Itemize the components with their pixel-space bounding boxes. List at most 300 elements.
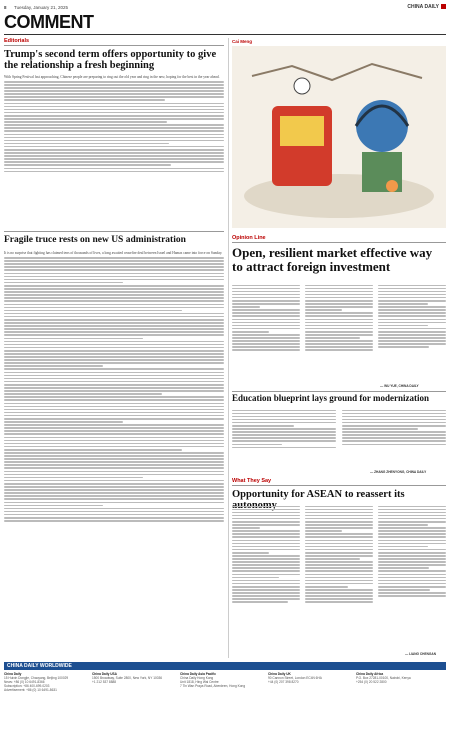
footer-column-title: China Daily UK (268, 672, 291, 676)
text-line (4, 276, 224, 278)
footer-column (4, 673, 88, 693)
text-line (4, 508, 224, 510)
text-line (4, 467, 224, 469)
text-line (305, 552, 373, 554)
text-line (305, 601, 373, 603)
text-line (232, 512, 300, 514)
text-line (4, 152, 224, 154)
text-line (232, 592, 300, 594)
text-line (305, 291, 373, 293)
text-line (4, 412, 224, 414)
text-line (232, 328, 300, 330)
footer-column (268, 673, 352, 685)
text-line (4, 381, 224, 383)
text-line (4, 96, 224, 98)
text-line (232, 346, 300, 348)
footer-column-line: P.O. Box 27281-00100, Nairobi, Kenya (356, 675, 411, 680)
text-line (232, 595, 300, 597)
text-line (4, 316, 224, 318)
text-line (378, 331, 446, 333)
text-line (378, 509, 446, 511)
text-line (378, 319, 446, 321)
text-line (232, 303, 300, 305)
text-line (232, 425, 294, 427)
editorials-label: Editorials (4, 38, 30, 44)
text-line (232, 530, 300, 532)
text-line (232, 416, 336, 418)
text-line (305, 592, 373, 594)
text-line (4, 368, 224, 370)
text-line (378, 536, 446, 538)
text-line (232, 583, 300, 585)
opinion-line-label: Opinion Line (232, 235, 266, 241)
text-line (232, 434, 336, 436)
text-line (378, 533, 446, 535)
asean-signature: — LIANG CHENGAN (405, 652, 436, 656)
footer-column-line: 15 Huixin Dongjie, Chaoyang, Beijing 100029 (4, 675, 69, 680)
text-line (4, 288, 224, 290)
text-line (378, 524, 428, 526)
text-line (4, 365, 103, 367)
text-line (4, 489, 224, 491)
text-line (378, 285, 446, 287)
text-line (305, 319, 373, 321)
footer-column-title: China Daily USA (92, 672, 117, 676)
text-line (232, 543, 300, 545)
education-col-2 (342, 408, 446, 470)
text-line (305, 555, 373, 557)
footer-column-line: +254 (0) 20 522 2800 (356, 679, 387, 684)
text-line (4, 263, 224, 265)
text-line (232, 540, 300, 542)
text-line (305, 533, 373, 535)
footer-column-title: China Daily (4, 672, 22, 676)
text-line (4, 143, 169, 145)
text-line (4, 359, 224, 361)
text-line (378, 583, 446, 585)
text-line (4, 350, 224, 352)
text-line (305, 306, 373, 308)
text-line (4, 269, 224, 271)
text-line (305, 346, 373, 348)
opinion-signature: — WU YUE, CHINA DAILY (380, 384, 419, 388)
text-line (232, 312, 300, 314)
text-line (305, 337, 360, 339)
text-line (378, 512, 446, 514)
text-line (232, 447, 336, 449)
footer-column-line: +44 (0) 207 398 8270 (268, 679, 299, 684)
text-line (4, 344, 224, 346)
text-line (305, 546, 373, 548)
text-line (4, 449, 182, 451)
text-line (305, 334, 373, 336)
text-line (342, 413, 446, 415)
text-line (232, 521, 300, 523)
text-line (4, 140, 224, 142)
column-divider (228, 38, 229, 658)
text-line (305, 521, 373, 523)
text-line (4, 328, 224, 330)
text-line (4, 384, 224, 386)
text-line (378, 595, 446, 597)
footer-column-line: China Daily Hong Kong (180, 675, 214, 680)
text-line (378, 328, 446, 330)
text-line (232, 518, 300, 520)
footer-column (356, 673, 440, 685)
text-line (4, 124, 224, 126)
text-line (232, 580, 300, 582)
text-line (232, 285, 300, 287)
text-line (378, 549, 446, 551)
text-line (378, 288, 446, 290)
text-line (305, 524, 373, 526)
footer-column-line: 7 Tin Wan Praya Road, Aberdeen, Hong Kong (180, 683, 246, 688)
text-line (232, 570, 300, 572)
text-line (342, 425, 446, 427)
education-headline: Education blueprint lays ground for modernization (232, 393, 429, 403)
text-line (232, 291, 300, 293)
text-line (4, 260, 224, 262)
text-line (305, 288, 373, 290)
text-line (4, 378, 224, 380)
lead-editorial-text-lines (4, 81, 224, 172)
text-line (232, 549, 300, 551)
text-line (378, 540, 446, 542)
logo-square-icon (441, 4, 446, 9)
text-line (232, 294, 300, 296)
footer-column-title: China Daily Africa (356, 672, 384, 676)
text-line (232, 524, 300, 526)
text-line (378, 303, 428, 305)
text-line (378, 294, 446, 296)
text-line (305, 309, 342, 311)
footer-column-line: 1500 Broadway, Suite 2800, New York, NY 10036 (92, 675, 163, 680)
text-line (232, 444, 282, 446)
text-line (232, 515, 300, 517)
text-line (4, 362, 224, 364)
text-line (4, 273, 224, 275)
text-line (4, 440, 224, 442)
what-they-say-rule (232, 485, 446, 486)
text-line (342, 419, 446, 421)
text-line (305, 506, 373, 508)
text-line (378, 334, 446, 336)
masthead-rule (4, 34, 446, 35)
text-line (4, 492, 224, 494)
text-line (232, 577, 279, 579)
footer-column-line: 90 Cannon Street, London EC4N 6HA (268, 675, 322, 680)
opinion-col-3 (378, 283, 446, 388)
education-signature: — ZHANG ZHENYONG, CHINA DAILY (370, 470, 427, 474)
text-line (305, 527, 373, 529)
text-line (378, 312, 446, 314)
text-line (305, 315, 373, 317)
text-line (4, 313, 224, 315)
text-line (342, 431, 446, 433)
text-line (305, 574, 373, 576)
text-line (378, 306, 446, 308)
lead-editorial-headline: Trump's second term offers opportunity to give the relationship a fresh beginning (4, 49, 217, 72)
text-line (305, 595, 373, 597)
second-editorial-body (4, 251, 224, 656)
text-line (232, 558, 300, 560)
text-line (342, 410, 446, 412)
text-line (305, 509, 373, 511)
text-line (232, 598, 300, 600)
text-line (4, 430, 224, 432)
text-line (4, 146, 224, 148)
text-line (232, 506, 300, 508)
asean-col-2 (305, 504, 373, 654)
text-line (4, 464, 224, 466)
text-line (4, 300, 224, 302)
text-line (4, 134, 224, 136)
text-line (4, 164, 171, 166)
text-line (4, 520, 224, 522)
footer-column-line: Subscription: +86 400-699-0203 (4, 683, 50, 688)
text-line (4, 81, 224, 83)
text-line (4, 285, 224, 287)
text-line (4, 341, 224, 343)
text-line (4, 393, 162, 395)
text-line (378, 555, 446, 557)
text-line (305, 303, 373, 305)
text-line (232, 536, 300, 538)
text-line (232, 413, 336, 415)
text-line (305, 300, 373, 302)
text-line (305, 331, 373, 333)
text-line (305, 558, 360, 560)
text-line (232, 552, 269, 554)
text-line (378, 561, 446, 563)
text-line (232, 422, 336, 424)
text-line (232, 574, 300, 576)
text-line (4, 282, 123, 284)
text-line (378, 564, 446, 566)
text-line (305, 561, 373, 563)
opinion-col-1 (232, 283, 300, 388)
text-line (378, 592, 446, 594)
text-line (232, 297, 300, 299)
cartoon-illustration (232, 46, 446, 228)
text-line (378, 315, 446, 317)
text-line (232, 288, 300, 290)
text-line (4, 418, 224, 420)
text-line (305, 589, 373, 591)
asean-col-3 (378, 504, 446, 652)
text-line (232, 509, 300, 511)
text-line (4, 331, 224, 333)
text-line (4, 455, 224, 457)
page-date: Tuesday, January 21, 2025 (14, 5, 69, 10)
text-line (4, 495, 224, 497)
text-line (4, 112, 224, 114)
text-line (232, 564, 300, 566)
text-line (378, 574, 446, 576)
text-line (378, 322, 446, 324)
second-editorial-first-words: It is no surprise that fighting has claimed tens of thousands of lives, a long awaited ceasefire deal between Israel and Hamas came into force on Sunday. (4, 251, 223, 255)
text-line (4, 446, 224, 448)
text-line (305, 583, 373, 585)
footer-bar: CHINA DAILY WORLDWIDE (4, 662, 446, 670)
text-line (4, 109, 224, 111)
cartoonist-label: Cai Meng (232, 39, 253, 44)
text-line (342, 434, 446, 436)
text-line (232, 337, 300, 339)
text-line (342, 416, 446, 418)
footer-column (92, 673, 176, 685)
text-line (232, 440, 336, 442)
text-line (232, 431, 336, 433)
text-line (378, 577, 446, 579)
text-line (4, 461, 224, 463)
text-line (378, 552, 446, 554)
footer-column-line: Unit 1818, Hing Wai Centre (180, 679, 219, 684)
text-line (342, 428, 418, 430)
section-masthead: COMMENT (4, 12, 94, 32)
text-line (305, 515, 373, 517)
text-line (4, 505, 103, 507)
text-line (378, 589, 430, 591)
page-number: 8 (4, 5, 7, 10)
text-line (378, 518, 446, 520)
text-line (305, 518, 373, 520)
text-line (4, 375, 224, 377)
text-line (4, 294, 224, 296)
text-line (4, 168, 224, 170)
text-line (378, 558, 446, 560)
text-line (4, 127, 224, 129)
text-line (4, 483, 224, 485)
text-line (4, 477, 143, 479)
text-line (4, 161, 224, 163)
publication-label: CHINA DAILY (407, 4, 439, 10)
text-line (378, 530, 446, 532)
text-line (4, 149, 224, 151)
text-line (378, 340, 446, 342)
text-line (378, 586, 446, 588)
text-line (4, 372, 224, 374)
text-line (4, 115, 224, 117)
text-line (378, 567, 429, 569)
text-line (232, 349, 300, 351)
text-line (378, 300, 446, 302)
text-line (342, 444, 446, 446)
text-line (4, 433, 224, 435)
footer-column-line: Advertisement: +86 (0) 10 6491-8631 (4, 687, 57, 692)
text-line (305, 580, 373, 582)
text-line (232, 533, 300, 535)
what-they-say-label: What They Say (232, 478, 272, 484)
text-line (232, 589, 300, 591)
text-line (4, 304, 224, 306)
text-line (4, 310, 182, 312)
text-line (305, 349, 373, 351)
footer-column-line: News: +86 (0) 10 6491-8366 (4, 679, 45, 684)
text-line (4, 443, 224, 445)
footer-column-line: +1 212 537 8888 (92, 679, 117, 684)
text-line (4, 409, 224, 411)
text-line (4, 171, 224, 173)
text-line (4, 514, 224, 516)
lead-editorial-body (4, 75, 224, 225)
text-line (342, 440, 446, 442)
text-line (4, 486, 224, 488)
publication-name (407, 4, 446, 10)
text-line (4, 121, 167, 123)
text-line (4, 99, 165, 101)
text-line (305, 536, 373, 538)
text-line (305, 512, 373, 514)
text-line (4, 471, 224, 473)
text-line (4, 158, 224, 160)
text-line (378, 521, 446, 523)
text-line (232, 319, 300, 321)
text-line (4, 93, 224, 95)
asean-col-1 (232, 504, 300, 654)
text-line (4, 403, 224, 405)
text-line (305, 567, 373, 569)
text-line (4, 415, 224, 417)
text-line (4, 291, 224, 293)
text-line (4, 498, 224, 500)
education-col-1 (232, 408, 336, 470)
text-line (232, 343, 300, 345)
text-line (232, 322, 300, 324)
text-line (378, 346, 429, 348)
text-line (305, 549, 373, 551)
text-line (232, 325, 300, 327)
text-line (232, 300, 300, 302)
text-line (232, 309, 300, 311)
text-line (4, 266, 224, 268)
text-line (4, 511, 224, 513)
text-line (232, 567, 300, 569)
text-line (232, 428, 336, 430)
text-line (4, 421, 123, 423)
text-line (305, 543, 373, 545)
text-line (4, 353, 224, 355)
second-editorial-text-lines (4, 257, 224, 522)
text-line (305, 586, 348, 588)
text-line (232, 437, 336, 439)
text-line (4, 307, 224, 309)
text-line (305, 297, 373, 299)
second-editorial-headline: Fragile truce rests on new US administration (4, 235, 186, 245)
text-line (305, 530, 342, 532)
text-line (4, 130, 224, 132)
text-line (4, 356, 224, 358)
text-line (4, 325, 224, 327)
text-line (305, 577, 373, 579)
text-line (378, 337, 446, 339)
text-line (342, 437, 446, 439)
text-line (378, 343, 446, 345)
text-line (4, 322, 224, 324)
text-line (232, 546, 300, 548)
opinion-headline: Open, resilient market effective way to attract foreign investment (232, 245, 433, 274)
text-line (4, 406, 224, 408)
text-line (305, 285, 373, 287)
text-line (378, 297, 446, 299)
text-line (232, 331, 269, 333)
editorials-rule (4, 45, 224, 46)
text-line (232, 561, 300, 563)
text-line (305, 564, 373, 566)
second-editorial-rule (4, 231, 224, 232)
text-line (232, 306, 260, 308)
text-line (378, 309, 446, 311)
